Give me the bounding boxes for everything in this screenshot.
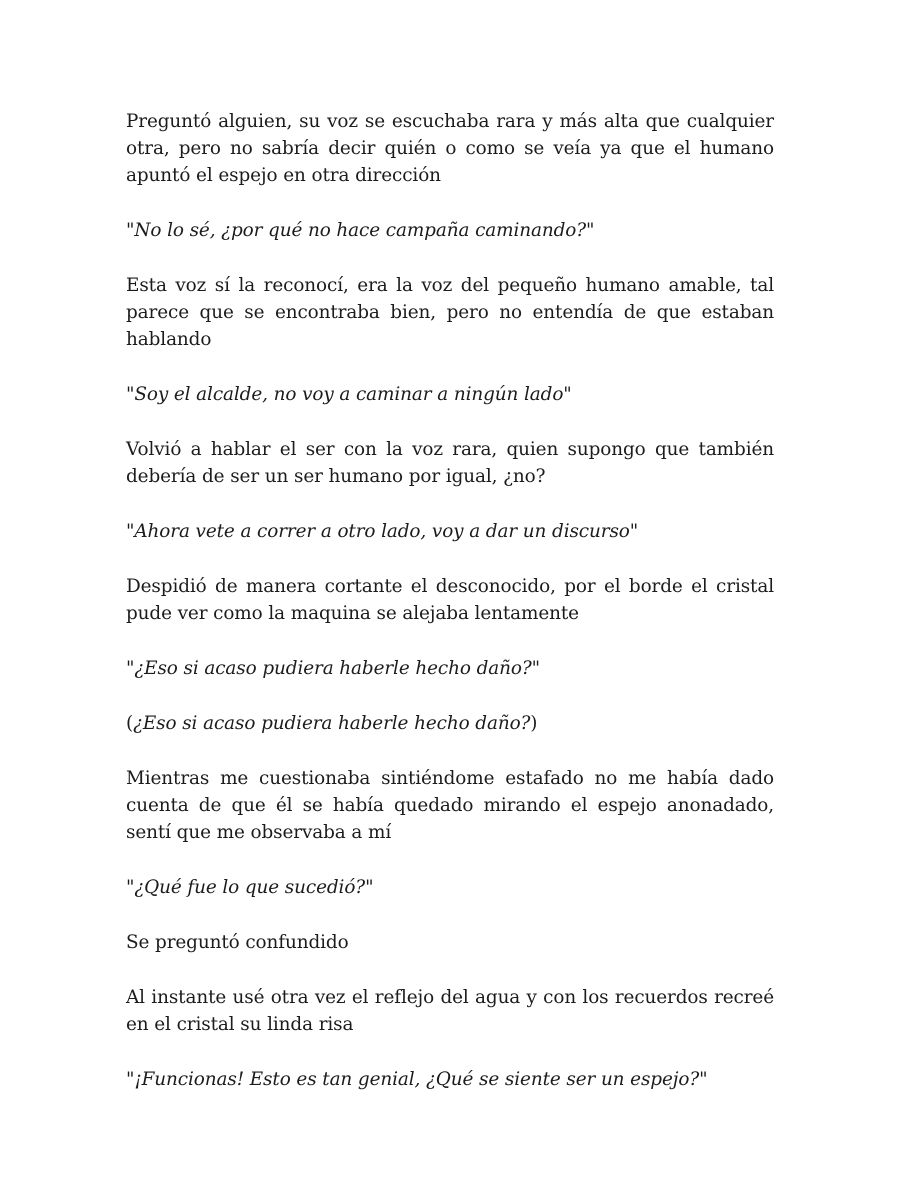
dialogue-text: ¡Funcionas! Esto es tan genial, ¿Qué se siente ser un espejo? — [134, 1069, 700, 1090]
quote-open: " — [126, 1069, 135, 1090]
quote-close: " — [586, 220, 595, 241]
dialogue-paragraph — [126, 381, 774, 408]
quote-open: " — [126, 521, 135, 542]
dialogue-paragraph — [126, 1066, 774, 1093]
dialogue-text: No lo sé, ¿por qué no hace campaña caminando? — [134, 220, 587, 241]
quote-close: " — [699, 1069, 708, 1090]
narration-paragraph: Esta voz sí la reconocí, era la voz del pequeño humano amable, tal parece que se encontraba bien, pero no entendía de que estaban hablando — [126, 275, 774, 350]
quote-close: " — [563, 384, 572, 405]
quote-close: " — [629, 521, 639, 542]
text-column — [126, 108, 774, 1121]
thought-paragraph — [126, 710, 774, 737]
quote-open: " — [126, 658, 135, 679]
quote-open: " — [126, 384, 135, 405]
quote-close: " — [365, 877, 374, 898]
narration-paragraph: Preguntó alguien, su voz se escuchaba rara y más alta que cualquier otra, pero no sabría decir quién o como se veía ya que el humano apuntó el espejo en otra dirección — [126, 111, 774, 186]
narration-paragraph: Al instante usé otra vez el reflejo del agua y con los recuerdos recreé en el cristal su linda risa — [126, 987, 774, 1035]
paren-open: ( — [126, 713, 134, 734]
dialogue-text: ¿Eso si acaso pudiera haberle hecho daño? — [134, 658, 532, 679]
quote-open: " — [126, 877, 135, 898]
narration-paragraph: Volvió a hablar el ser con la voz rara, quien supongo que también debería de ser un ser humano por igual, ¿no? — [126, 439, 774, 487]
dialogue-text: Ahora vete a correr a otro lado, voy a dar un discurso — [134, 521, 630, 542]
thought-text: ¿Eso si acaso pudiera haberle hecho daño? — [133, 713, 531, 734]
paren-close: ) — [530, 713, 538, 734]
quote-close: " — [531, 658, 540, 679]
dialogue-text: Soy el alcalde, no voy a caminar a ningún lado — [134, 384, 564, 405]
dialogue-paragraph — [126, 874, 774, 901]
dialogue-text: ¿Qué fue lo que sucedió? — [134, 877, 366, 898]
dialogue-paragraph — [126, 655, 774, 682]
dialogue-paragraph — [126, 217, 774, 244]
dialogue-paragraph — [126, 518, 774, 545]
narration-paragraph: Se preguntó confundido — [126, 932, 349, 953]
narration-paragraph: Mientras me cuestionaba sintiéndome estafado no me había dado cuenta de que él se había quedado mirando el espejo anonadado, sentí que me observaba a mí — [126, 768, 774, 843]
quote-open: " — [126, 220, 135, 241]
narration-paragraph: Despidió de manera cortante el desconocido, por el borde el cristal pude ver como la maquina se alejaba lentamente — [126, 576, 774, 624]
